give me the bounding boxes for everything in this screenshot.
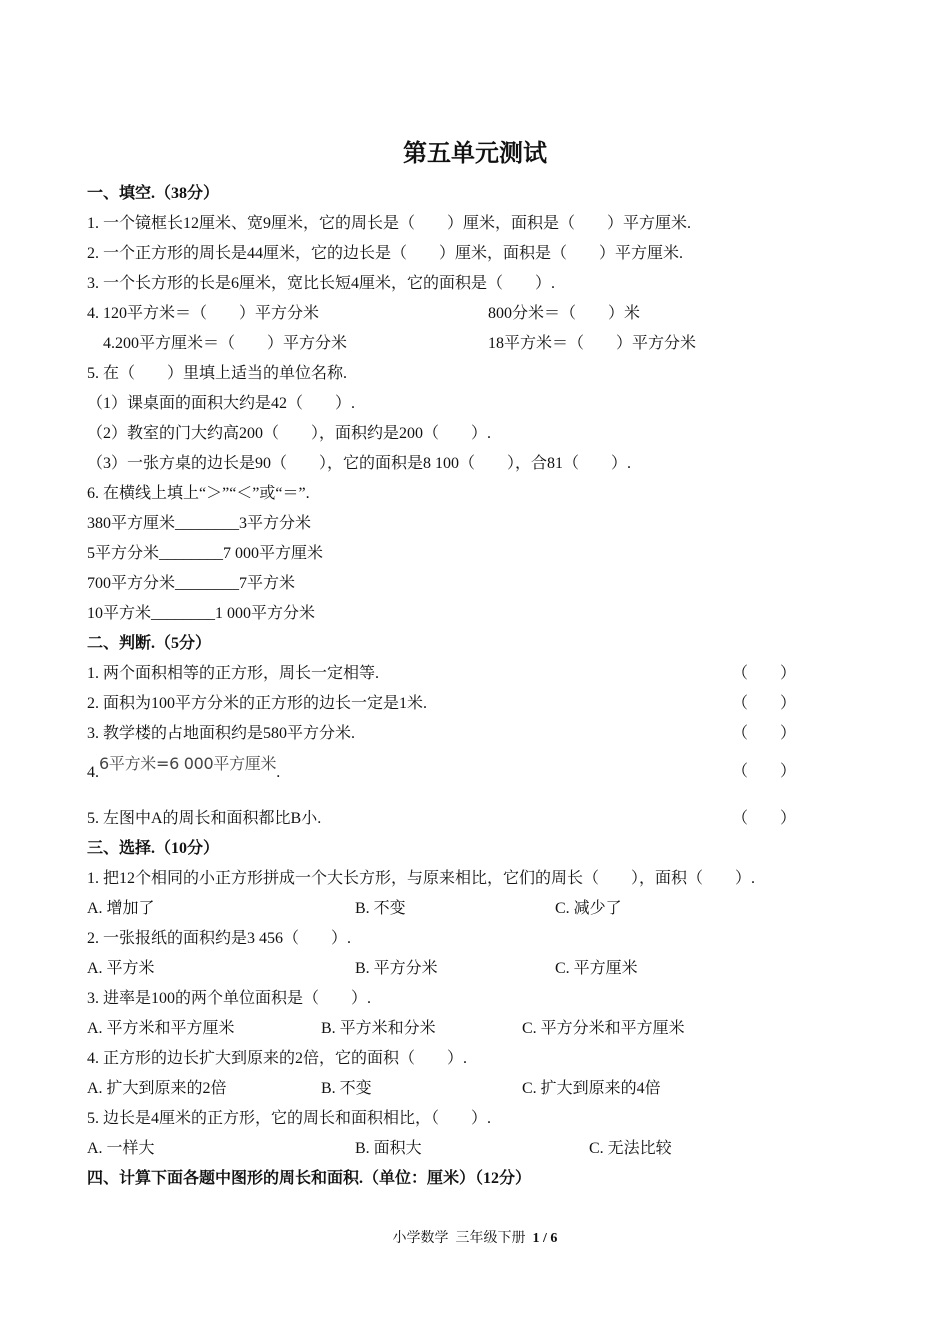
s1-question-6: 6. 在横线上填上“＞”“＜”或“＝”.: [87, 485, 310, 502]
s3-q4-option-b: B. 不变: [321, 1080, 372, 1097]
s3-q4-option-a: A. 扩大到原来的2倍: [87, 1080, 227, 1097]
s2-q4-inline-image-text: 6平方米=6 000平方厘米: [99, 754, 277, 773]
s2-question-4: [87, 754, 281, 783]
s3-q5-option-c: C. 无法比较: [589, 1140, 672, 1157]
s2-question-5: 5. 左图中A的周长和面积都比B小.: [87, 810, 322, 827]
s1-question-4a: 4. 120平方米＝（ ）平方分米: [87, 305, 320, 322]
s1-question-5: 5. 在（ ）里填上适当的单位名称.: [87, 365, 348, 382]
s1-question-1: 1. 一个镜框长12厘米、宽9厘米，它的周长是（ ）厘米，面积是（ ）平方厘米.: [87, 215, 692, 232]
page-title: 第五单元测试: [403, 139, 547, 167]
s3-q3-option-c: C. 平方分米和平方厘米: [522, 1020, 685, 1037]
s3-q1-option-b: B. 不变: [355, 900, 406, 917]
s1-question-6-2: 5平方分米________7 000平方厘米: [87, 545, 324, 562]
s3-q1-option-a: A. 增加了: [87, 900, 155, 917]
s2-question-2: 2. 面积为100平方分米的正方形的边长一定是1米.: [87, 695, 428, 712]
s3-q5-option-b: B. 面积大: [355, 1140, 422, 1157]
answer-paren: （ ）: [732, 810, 797, 827]
s2-q4-suffix: .: [276, 764, 281, 781]
footer-page-number: 1: [532, 1231, 540, 1246]
s1-question-5-1: （1）课桌面的面积大约是42（ ）.: [87, 395, 356, 412]
answer-paren: （ ）: [732, 695, 797, 712]
s2-question-3: 3. 教学楼的占地面积约是580平方分米.: [87, 725, 356, 742]
s3-q2-option-a: A. 平方米: [87, 960, 155, 977]
s1-question-4b: 800分米＝（ ）米: [488, 305, 641, 322]
answer-paren: （ ）: [732, 725, 797, 742]
s1-question-6-3: 700平方分米________7平方米: [87, 575, 296, 592]
footer-page-total: / 6: [543, 1231, 558, 1246]
s3-q3-option-b: B. 平方米和分米: [321, 1020, 436, 1037]
s3-question-5: 5. 边长是4厘米的正方形，它的周长和面积相比，（ ）.: [87, 1110, 492, 1127]
s3-question-2: 2. 一张报纸的面积约是3 456（ ）.: [87, 930, 352, 947]
footer-subject: 小学数学 三年级下册: [392, 1231, 526, 1246]
section-2-heading: 二、判断.（5分）: [87, 635, 212, 652]
s3-q1-option-c: C. 减少了: [555, 900, 622, 917]
s2-question-1: 1. 两个面积相等的正方形，周长一定相等.: [87, 665, 380, 682]
s1-question-3: 3. 一个长方形的长是6厘米，宽比长短4厘米，它的面积是（ ）.: [87, 275, 556, 292]
answer-paren: （ ）: [732, 665, 797, 682]
s3-question-3: 3. 进率是100的两个单位面积是（ ）.: [87, 990, 372, 1007]
s3-question-4: 4. 正方形的边长扩大到原来的2倍，它的面积（ ）.: [87, 1050, 468, 1067]
s3-q2-option-c: C. 平方厘米: [555, 960, 638, 977]
s1-question-4c: 4.200平方厘米＝（ ）平方分米: [103, 335, 348, 352]
section-1-heading: 一、填空.（38分）: [87, 185, 220, 202]
s1-question-2: 2. 一个正方形的周长是44厘米，它的边长是（ ）厘米，面积是（ ）平方厘米.: [87, 245, 684, 262]
answer-paren: （ ）: [732, 763, 797, 780]
page-footer: [0, 1230, 950, 1248]
s1-question-6-4: 10平方米________1 000平方分米: [87, 605, 316, 622]
s3-q5-option-a: A. 一样大: [87, 1140, 155, 1157]
s1-question-6-1: 380平方厘米________3平方分米: [87, 515, 312, 532]
s1-question-5-2: （2）教室的门大约高200（ ），面积约是200（ ）.: [87, 425, 492, 442]
s1-question-4d: 18平方米＝（ ）平方分米: [488, 335, 697, 352]
s3-q2-option-b: B. 平方分米: [355, 960, 438, 977]
s3-q3-option-a: A. 平方米和平方厘米: [87, 1020, 235, 1037]
section-3-heading: 三、选择.（10分）: [87, 840, 220, 857]
s3-question-1: 1. 把12个相同的小正方形拼成一个大长方形，与原来相比，它们的周长（ ），面积（ ）.: [87, 870, 756, 887]
section-4-heading: 四、计算下面各题中图形的周长和面积.（单位：厘米）（12分）: [87, 1170, 532, 1187]
s3-q4-option-c: C. 扩大到原来的4倍: [522, 1080, 661, 1097]
s1-question-5-3: （3）一张方桌的边长是90（ ），它的面积是8 100（ ），合81（ ）.: [87, 455, 632, 472]
s2-q4-prefix: 4.: [87, 764, 99, 781]
